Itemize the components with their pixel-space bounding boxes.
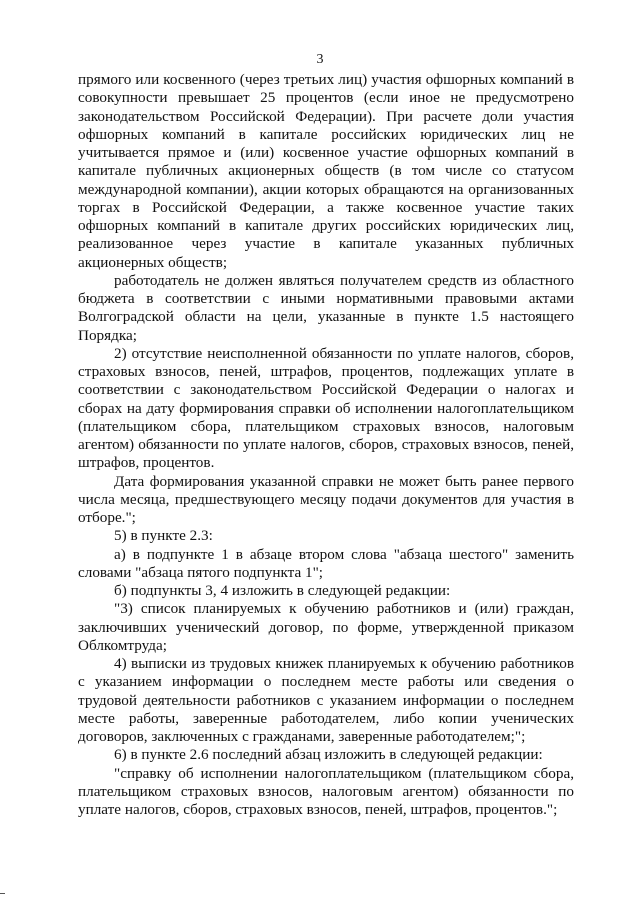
paragraph: 4) выписки из трудовых книжек планируемых к обучению работников с указанием информации о последнем месте работы или сведения о трудовой деятельности работников с указанием информации о последнем месте работы, заверенные работодателем, либо копии ученических договоров, заключенных с гражданами, заверенные работодателем;"; [78, 655, 574, 745]
paragraph: прямого или косвенного (через третьих лиц) участия офшорных компаний в совокупности превышает 25 процентов (если иное не предусмотрено законодательством Российской Федерации). При расчете доли участия офшорных компаний в капитале российских юридических лиц не учитывается прямое и (или) косвенное участие офшорных компаний в капитале публичных акционерных обществ (в том числе со статусом международной компании), акции которых обращаются на организованных торгах в Российской Федерации, а также косвенное участие таких офшорных компаний в капитале других российских юридических лиц, реализованное через участие в капитале указанных публичных акционерных обществ; [78, 71, 574, 271]
paragraph: работодатель не должен являться получателем средств из областного бюджета в соответствии с иными нормативными правовыми актами Волгоградской области на цели, указанные в пункте 1.5 настоящего Порядка; [78, 271, 574, 344]
paragraph: 5) в пункте 2.3: [114, 527, 213, 545]
paragraph: а) в подпункте 1 в абзаце втором слова "абзаца шестого" заменить словами "абзаца пятого подпункта 1"; [78, 545, 574, 581]
paragraph: б) подпункты 3, 4 изложить в следующей редакции: [114, 582, 451, 599]
document-body [78, 71, 574, 819]
paragraph: 2) отсутствие неисполненной обязанности по уплате налогов, сборов, страховых взносов, пеней, штрафов, процентов, подлежащих уплате в соответствии с законодательством Российской Федерации о налогах и сборах на дату формирования справки об исполнении налогоплательщиком (плательщиком сбора, плательщиком страховых взносов, налоговым агентом) обязанности по уплате налогов, сборов, страховых взносов, пеней, штрафов, процентов. [78, 344, 574, 472]
paragraph: "3) список планируемых к обучению работников и (или) граждан, заключивших ученический договор, по форме, утвержденной приказом Облкомтруда; [78, 600, 574, 654]
paragraph: "справку об исполнении налогоплательщиком (плательщиком сбора, плательщиком страховых взносов, налоговым агентом) обязанности по уплате налогов, сборов, страховых взносов, пеней, штрафов, процентов."; [78, 764, 574, 818]
paragraph: 6) в пункте 2.6 последний абзац изложить в следующей редакции: [114, 746, 543, 764]
scan-edge-mark [0, 893, 5, 894]
page-number: 3 [316, 52, 324, 67]
paragraph: Дата формирования указанной справки не может быть ранее первого числа месяца, предшествующего месяцу подачи документов для участия в отборе."; [78, 472, 574, 526]
